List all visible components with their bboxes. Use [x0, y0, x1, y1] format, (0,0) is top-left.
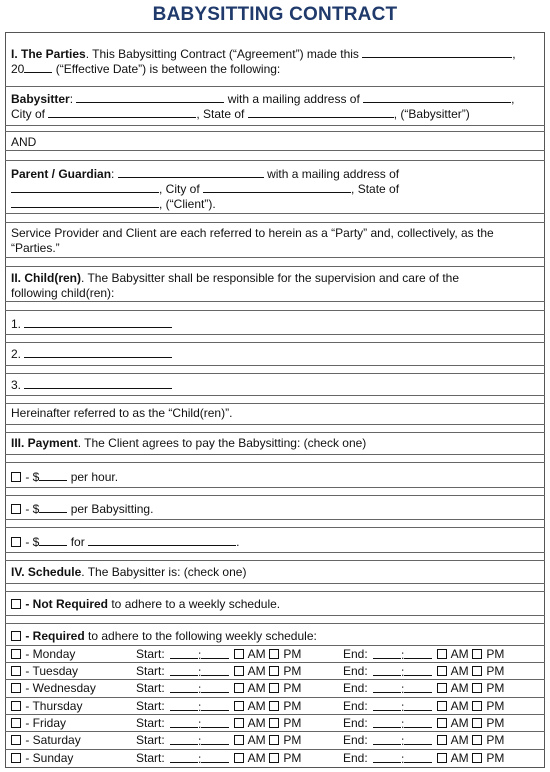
row-divider — [5, 731, 545, 732]
checkbox[interactable] — [472, 735, 482, 745]
row-divider — [5, 222, 545, 223]
am-label: AM — [247, 664, 266, 678]
schedule-option-required — [11, 629, 317, 644]
end-label: End: — [343, 681, 368, 695]
babysitter-state-field[interactable] — [248, 106, 394, 118]
am-label: AM — [450, 699, 469, 713]
start-hour-field[interactable] — [170, 681, 198, 693]
am-label: AM — [450, 716, 469, 730]
pm-label: PM — [283, 699, 302, 713]
hourly-rate-field[interactable] — [39, 469, 67, 481]
babysitter-city-field[interactable] — [48, 106, 196, 118]
end-ampm — [437, 699, 504, 714]
row-divider — [5, 131, 545, 132]
end-time-cell — [373, 733, 432, 749]
end-minute-field[interactable] — [404, 751, 432, 763]
time-colon: : — [401, 648, 405, 662]
checkbox[interactable] — [234, 666, 244, 676]
end-hour-field[interactable] — [373, 733, 401, 745]
am-label: AM — [450, 681, 469, 695]
not-required-text: to adhere to a weekly schedule. — [108, 597, 281, 611]
start-minute-field[interactable] — [201, 716, 229, 728]
dollar-label: - $ — [25, 502, 40, 516]
am-label: AM — [247, 681, 266, 695]
checkbox[interactable] — [269, 683, 279, 693]
year-field[interactable] — [24, 61, 52, 73]
end-hour-field[interactable] — [373, 647, 401, 659]
end-ampm — [437, 733, 504, 748]
end-hour-field[interactable] — [373, 681, 401, 693]
am-label: AM — [247, 716, 266, 730]
parent-state-field[interactable] — [11, 196, 159, 208]
hereinafter-line: Hereinafter referred to as the “Child(ren)”. — [11, 406, 233, 420]
start-time-cell — [170, 681, 229, 697]
checkbox[interactable] — [11, 666, 21, 676]
start-minute-field[interactable] — [201, 751, 229, 763]
end-hour-field[interactable] — [373, 751, 401, 763]
pm-label: PM — [283, 647, 302, 661]
day-label: - Wednesday — [25, 681, 96, 695]
children-line-2: following child(ren): — [11, 286, 115, 300]
year-prefix: 20 — [11, 62, 25, 76]
row-divider — [5, 527, 545, 528]
pm-label: PM — [486, 647, 505, 661]
schedule-row — [0, 699, 550, 714]
day-label: - Sunday — [25, 751, 74, 765]
row-divider — [5, 213, 545, 214]
other-description-field[interactable] — [88, 534, 236, 546]
start-label: Start: — [136, 699, 165, 713]
start-minute-field[interactable] — [201, 699, 229, 711]
start-label: Start: — [136, 647, 165, 661]
end-minute-field[interactable] — [404, 733, 432, 745]
day-label: - Friday — [25, 716, 67, 730]
start-ampm — [234, 751, 301, 766]
document-title: BABYSITTING CONTRACT — [152, 4, 398, 25]
am-label: AM — [247, 699, 266, 713]
am-label: AM — [450, 733, 469, 747]
checkbox[interactable] — [269, 666, 279, 676]
row-divider — [5, 679, 545, 680]
row-divider — [5, 519, 545, 520]
row-divider — [5, 560, 545, 561]
child-name-field[interactable] — [24, 377, 172, 389]
checkbox[interactable] — [437, 666, 447, 676]
and-line: AND — [11, 135, 37, 149]
payment-text: . The Client agrees to pay the Babysitting: (check one) — [77, 436, 367, 450]
child-item — [11, 377, 172, 393]
row-divider — [5, 86, 545, 87]
day-label: - Tuesday — [25, 664, 79, 678]
end-time-cell — [373, 699, 432, 715]
agreement-date-field[interactable] — [362, 46, 512, 58]
required-label: Required — [32, 629, 85, 643]
checkbox[interactable] — [11, 735, 21, 745]
end-time-cell — [373, 664, 432, 680]
schedule-row — [0, 751, 550, 766]
end-minute-field[interactable] — [404, 699, 432, 711]
pm-label: PM — [283, 751, 302, 765]
end-label: End: — [343, 647, 368, 661]
checkbox[interactable] — [437, 718, 447, 728]
time-colon: : — [198, 752, 202, 766]
start-label: Start: — [136, 664, 165, 678]
row-divider — [5, 334, 545, 335]
row-divider — [5, 365, 545, 366]
parent-city-field[interactable] — [203, 181, 351, 193]
checkbox[interactable] — [437, 683, 447, 693]
parent-role: , (“Client”). — [159, 197, 216, 211]
parent-state-label: , State of — [351, 182, 400, 196]
pm-label: PM — [486, 751, 505, 765]
parent-address-field[interactable] — [11, 181, 159, 193]
checkbox[interactable] — [269, 753, 279, 763]
end-time-cell — [373, 751, 432, 767]
schedule-line — [11, 565, 246, 580]
other-rate-field[interactable] — [39, 534, 67, 546]
start-ampm — [234, 716, 301, 731]
end-minute-field[interactable] — [404, 716, 432, 728]
checkbox[interactable] — [269, 735, 279, 745]
start-time-cell — [170, 664, 229, 680]
row-divider — [5, 487, 545, 488]
day-label: - Monday — [25, 647, 76, 661]
day-label: - Thursday — [25, 699, 83, 713]
start-time-cell — [170, 647, 229, 663]
comma: , — [511, 92, 515, 106]
start-hour-field[interactable] — [170, 664, 198, 676]
start-hour-field[interactable] — [170, 647, 198, 659]
row-divider — [5, 454, 545, 455]
child-number: 3. — [11, 378, 22, 392]
end-ampm — [437, 681, 504, 696]
parties-line-1 — [11, 46, 516, 62]
period: . — [236, 535, 240, 549]
start-ampm — [234, 664, 301, 679]
parent-label: Parent / Guardian — [11, 167, 112, 181]
time-colon: : — [198, 734, 202, 748]
service-line-1: Service Provider and Client are each referred to herein as a “Party” and, collectively, as the — [11, 226, 494, 240]
start-label: Start: — [136, 681, 165, 695]
schedule-row — [0, 664, 550, 679]
for-label: for — [70, 535, 85, 549]
start-hour-field[interactable] — [170, 716, 198, 728]
am-label: AM — [450, 664, 469, 678]
checkbox[interactable] — [472, 649, 482, 659]
end-label: End: — [343, 751, 368, 765]
row-divider — [5, 160, 545, 161]
pm-label: PM — [283, 681, 302, 695]
parties-heading: I. The Parties — [11, 47, 86, 61]
checkbox[interactable] — [472, 683, 482, 693]
start-minute-field[interactable] — [201, 733, 229, 745]
checkbox[interactable] — [11, 504, 21, 514]
time-colon: : — [401, 752, 405, 766]
row-divider — [5, 645, 545, 646]
end-time-cell — [373, 716, 432, 732]
time-colon: : — [198, 665, 202, 679]
end-label: End: — [343, 733, 368, 747]
checkbox[interactable] — [269, 649, 279, 659]
checkbox[interactable] — [11, 537, 21, 547]
babysitter-address-field[interactable] — [363, 91, 511, 103]
row-divider — [5, 583, 545, 584]
end-hour-field[interactable] — [373, 699, 401, 711]
dash: - — [22, 629, 33, 643]
checkbox[interactable] — [11, 701, 21, 711]
per-sitting-label: per Babysitting. — [70, 502, 154, 516]
payment-option-per-sitting — [11, 501, 153, 517]
row-divider — [5, 697, 545, 698]
checkbox[interactable] — [234, 683, 244, 693]
schedule-text: . The Babysitter is: (check one) — [81, 565, 247, 579]
start-label: Start: — [136, 716, 165, 730]
checkbox[interactable] — [234, 649, 244, 659]
row-divider — [5, 395, 545, 396]
checkbox[interactable] — [437, 649, 447, 659]
checkbox[interactable] — [269, 701, 279, 711]
start-time-cell — [170, 733, 229, 749]
checkbox[interactable] — [472, 701, 482, 711]
end-ampm — [437, 716, 504, 731]
end-hour-field[interactable] — [373, 664, 401, 676]
pm-label: PM — [283, 716, 302, 730]
day-cell — [11, 716, 66, 731]
pm-label: PM — [486, 699, 505, 713]
checkbox[interactable] — [11, 599, 21, 609]
checkbox[interactable] — [437, 735, 447, 745]
start-time-cell — [170, 751, 229, 767]
row-divider — [5, 591, 545, 592]
end-minute-field[interactable] — [404, 664, 432, 676]
children-heading: II. Child(ren) — [11, 271, 81, 285]
schedule-row — [0, 733, 550, 748]
row-divider — [5, 301, 545, 302]
schedule-row — [0, 716, 550, 731]
payment-option-other — [11, 534, 239, 550]
comma: , — [512, 47, 516, 61]
start-minute-field[interactable] — [201, 647, 229, 659]
pm-label: PM — [283, 733, 302, 747]
checkbox[interactable] — [234, 735, 244, 745]
end-label: End: — [343, 699, 368, 713]
pm-label: PM — [283, 664, 302, 678]
row-divider — [5, 615, 545, 616]
schedule-heading: IV. Schedule — [11, 565, 82, 579]
dollar-label: - $ — [25, 535, 40, 549]
checkbox[interactable] — [11, 649, 21, 659]
babysitter-label: Babysitter — [11, 92, 70, 106]
day-cell — [11, 699, 82, 714]
checkbox[interactable] — [11, 631, 21, 641]
end-time-cell — [373, 647, 432, 663]
row-divider — [5, 342, 545, 343]
schedule-row — [0, 681, 550, 696]
start-minute-field[interactable] — [201, 681, 229, 693]
checkbox[interactable] — [269, 718, 279, 728]
row-divider — [5, 662, 545, 663]
start-time-cell — [170, 699, 229, 715]
am-label: AM — [247, 751, 266, 765]
end-minute-field[interactable] — [404, 681, 432, 693]
babysitter-line-2 — [11, 106, 470, 122]
time-colon: : — [198, 717, 202, 731]
row-divider — [5, 424, 545, 425]
row-divider — [5, 623, 545, 624]
babysitter-mailing-text: with a mailing address of — [227, 92, 360, 106]
time-colon: : — [198, 648, 202, 662]
payment-line — [11, 436, 366, 451]
start-time-cell — [170, 716, 229, 732]
row-divider — [5, 125, 545, 126]
start-hour-field[interactable] — [170, 733, 198, 745]
start-ampm — [234, 699, 301, 714]
parties-line-2 — [11, 61, 280, 77]
start-hour-field[interactable] — [170, 699, 198, 711]
babysitter-line-1 — [11, 91, 514, 107]
end-label: End: — [343, 664, 368, 678]
payment-heading: III. Payment — [11, 436, 78, 450]
pm-label: PM — [486, 716, 505, 730]
service-line-2: “Parties.” — [11, 241, 60, 255]
time-colon: : — [401, 734, 405, 748]
parent-line-1 — [11, 166, 399, 182]
schedule-row — [0, 647, 550, 662]
start-hour-field[interactable] — [170, 751, 198, 763]
colon: : — [69, 92, 74, 106]
child-item — [11, 316, 172, 332]
time-colon: : — [401, 682, 405, 696]
row-divider — [5, 310, 545, 311]
am-label: AM — [247, 647, 266, 661]
child-name-field[interactable] — [24, 346, 172, 358]
time-colon: : — [198, 700, 202, 714]
children-text: . The Babysitter shall be responsible for the supervision and care of the — [81, 271, 459, 285]
row-divider — [5, 714, 545, 715]
end-ampm — [437, 664, 504, 679]
end-minute-field[interactable] — [404, 647, 432, 659]
row-divider — [5, 266, 545, 267]
start-minute-field[interactable] — [201, 664, 229, 676]
row-divider — [5, 462, 545, 463]
row-divider — [5, 749, 545, 750]
row-divider — [5, 432, 545, 433]
colon: : — [111, 167, 115, 181]
row-divider — [5, 552, 545, 553]
row-divider — [5, 373, 545, 374]
end-ampm — [437, 647, 504, 662]
per-sitting-rate-field[interactable] — [39, 501, 67, 513]
pm-label: PM — [486, 733, 505, 747]
day-cell — [11, 751, 73, 766]
row-divider — [5, 495, 545, 496]
end-label: End: — [343, 716, 368, 730]
parties-text: . This Babysitting Contract (“Agreement”) made this — [85, 47, 359, 61]
end-hour-field[interactable] — [373, 716, 401, 728]
pm-label: PM — [486, 681, 505, 695]
checkbox[interactable] — [234, 718, 244, 728]
dollar-label: - $ — [25, 470, 40, 484]
time-colon: : — [401, 700, 405, 714]
checkbox[interactable] — [11, 718, 21, 728]
checkbox[interactable] — [437, 701, 447, 711]
parent-city-label: , City of — [159, 182, 200, 196]
not-required-label: Not Required — [32, 597, 109, 611]
start-label: Start: — [136, 751, 165, 765]
start-label: Start: — [136, 733, 165, 747]
checkbox[interactable] — [437, 753, 447, 763]
child-number: 1. — [11, 317, 22, 331]
required-text: to adhere to the following weekly schedule: — [84, 629, 317, 643]
time-colon: : — [401, 717, 405, 731]
parent-line-3 — [11, 196, 216, 212]
babysitter-city-label: City of — [11, 107, 46, 121]
dash: - — [22, 597, 33, 611]
parent-name-field[interactable] — [118, 166, 264, 178]
child-number: 2. — [11, 347, 22, 361]
start-ampm — [234, 681, 301, 696]
pm-label: PM — [486, 664, 505, 678]
day-label: - Saturday — [25, 733, 81, 747]
child-item — [11, 346, 172, 362]
am-label: AM — [450, 647, 469, 661]
am-label: AM — [450, 751, 469, 765]
start-ampm — [234, 647, 301, 662]
time-colon: : — [198, 682, 202, 696]
row-divider — [5, 403, 545, 404]
day-cell — [11, 733, 81, 748]
babysitter-role: , (“Babysitter”) — [393, 107, 470, 121]
effective-date-text: (“Effective Date”) is between the following: — [55, 62, 281, 76]
day-cell — [11, 664, 78, 679]
start-ampm — [234, 733, 301, 748]
children-line-1 — [11, 271, 459, 286]
checkbox[interactable] — [11, 683, 21, 693]
end-ampm — [437, 751, 504, 766]
schedule-option-not-required — [11, 597, 280, 612]
parent-line-2 — [11, 181, 399, 197]
end-time-cell — [373, 681, 432, 697]
am-label: AM — [247, 733, 266, 747]
parent-mailing-text: with a mailing address of — [267, 167, 400, 181]
row-divider — [5, 257, 545, 258]
day-cell — [11, 681, 96, 696]
babysitter-name-field[interactable] — [76, 91, 224, 103]
row-divider — [5, 150, 545, 151]
checkbox[interactable] — [11, 753, 21, 763]
day-cell — [11, 647, 75, 662]
payment-option-hourly — [11, 469, 118, 485]
checkbox[interactable] — [234, 701, 244, 711]
child-name-field[interactable] — [24, 316, 172, 328]
checkbox[interactable] — [472, 718, 482, 728]
checkbox[interactable] — [11, 472, 21, 482]
checkbox[interactable] — [472, 753, 482, 763]
babysitter-state-label: , State of — [196, 107, 245, 121]
checkbox[interactable] — [472, 666, 482, 676]
checkbox[interactable] — [234, 753, 244, 763]
time-colon: : — [401, 665, 405, 679]
per-hour-label: per hour. — [70, 470, 119, 484]
